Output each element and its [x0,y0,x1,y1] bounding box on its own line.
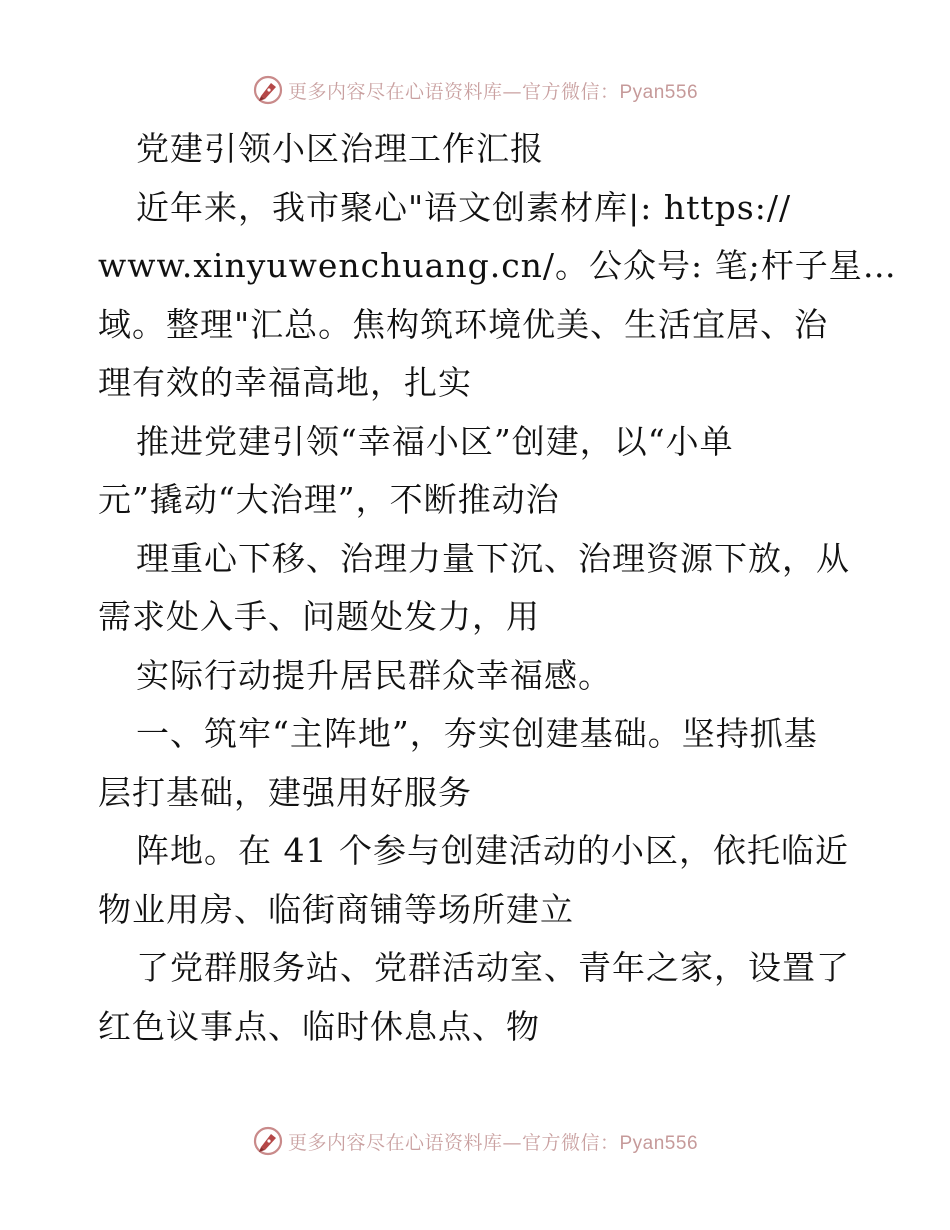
text-line: 理重心下移、治理力量下沉、治理资源下放，从 [136,538,850,578]
text-line: 物业用房、临街商铺等场所建立 [98,889,574,929]
watermark-text: 更多内容尽在心语资料库—官方微信：Pyan556 [287,1131,699,1154]
watermark-text: 更多内容尽在心语资料库—官方微信：Pyan556 [287,80,699,103]
text-line: 近年来，我市聚心"语文创素材库|: https:// [136,187,792,227]
text-line: 层打基础，建强用好服务 [98,772,472,812]
text-line: 实际行动提升居民群众幸福感。 [136,655,612,695]
text-line: 一、筑牢“主阵地”，夯实创建基础。坚持抓基 [136,714,818,753]
document-body [98,120,897,1056]
pen-nib-circle-logo-icon [252,74,284,106]
wechat-id: Pyan556 [619,81,699,103]
pen-nib-circle-logo-icon [252,1125,284,1157]
text-line: 域。整理"汇总。焦构筑环境优美、生活宜居、治 [98,304,829,344]
wechat-id: Pyan556 [619,1132,699,1154]
text-line: 红色议事点、临时休息点、物 [98,1006,540,1046]
text-line: 党建引领小区治理工作汇报 [136,129,544,168]
text-line: 理有效的幸福高地，扎实 [98,363,472,402]
watermark-header [0,68,950,112]
text-line: 阵地。在 41 个参与创建活动的小区，依托临近 [136,831,849,870]
text-line: www.xinyuwenchuang.cn/。公众号: 笔;杆子星… [98,246,897,285]
text-line: 推进党建引领“幸福小区”创建，以“小单 [136,421,734,461]
text-line: 元”撬动“大治理”，不断推动治 [98,480,560,519]
watermark-footer [0,1119,950,1163]
text-line: 了党群服务站、党群活动室、青年之家，设置了 [136,948,850,987]
text-line: 需求处入手、问题处发力，用 [98,597,540,636]
